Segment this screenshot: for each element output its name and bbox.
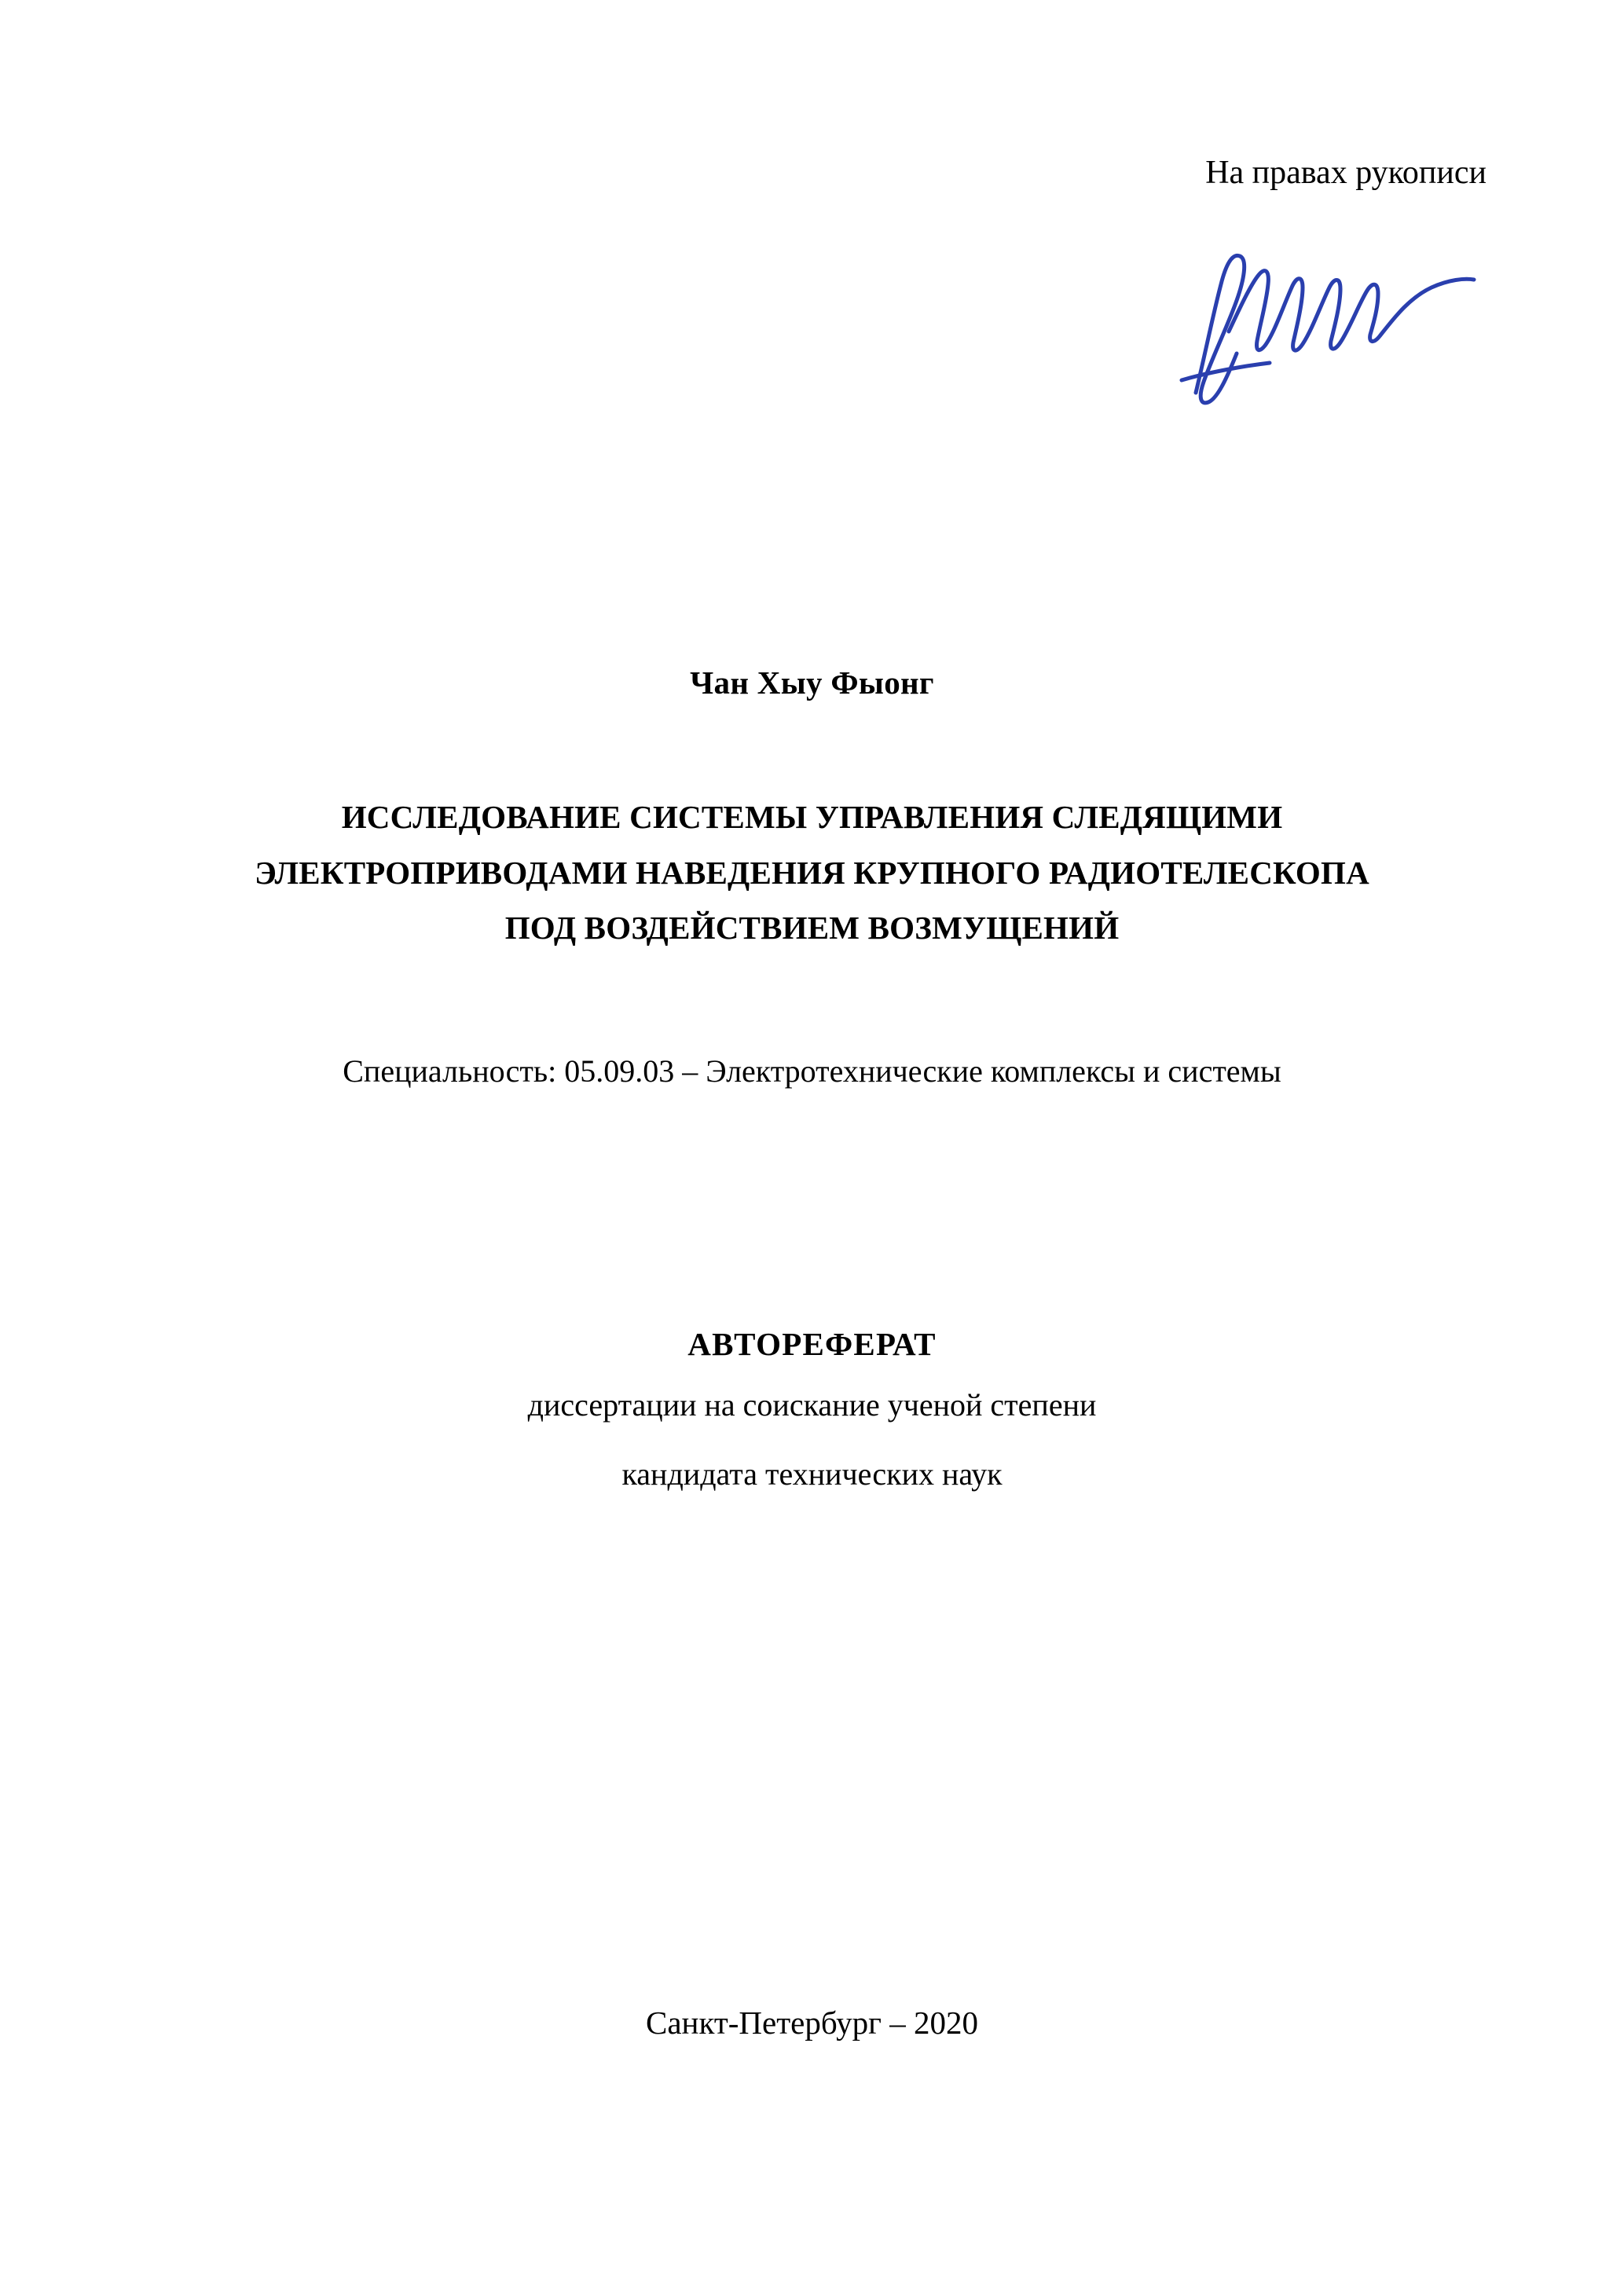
signature-icon [1172, 236, 1487, 416]
document-kind: АВТОРЕФЕРАТ [687, 1326, 937, 1362]
specialty-line: Специальность: 05.09.03 – Электротехнические комплексы и системы [343, 1053, 1281, 1089]
title-line-3: ПОД ВОЗДЕЙСТВИЕМ ВОЗМУЩЕНИЙ [504, 910, 1120, 947]
degree-line-2: кандидата технических наук [621, 1456, 1003, 1492]
title-line-1: ИССЛЕДОВАНИЕ СИСТЕМЫ УПРАВЛЕНИЯ СЛЕДЯЩИМИ [341, 799, 1283, 835]
author-name: Чан Хыу Фыонг [690, 665, 934, 701]
place-and-year: Санкт-Петербург – 2020 [646, 2005, 978, 2041]
manuscript-note: На правах рукописи [1205, 155, 1487, 191]
title-line-2: ЭЛЕКТРОПРИВОДАМИ НАВЕДЕНИЯ КРУПНОГО РАДИОТЕЛЕСКОПА [255, 854, 1369, 891]
degree-line-1: диссертации на соискание ученой степени [527, 1387, 1097, 1423]
dissertation-title [0, 789, 1624, 956]
